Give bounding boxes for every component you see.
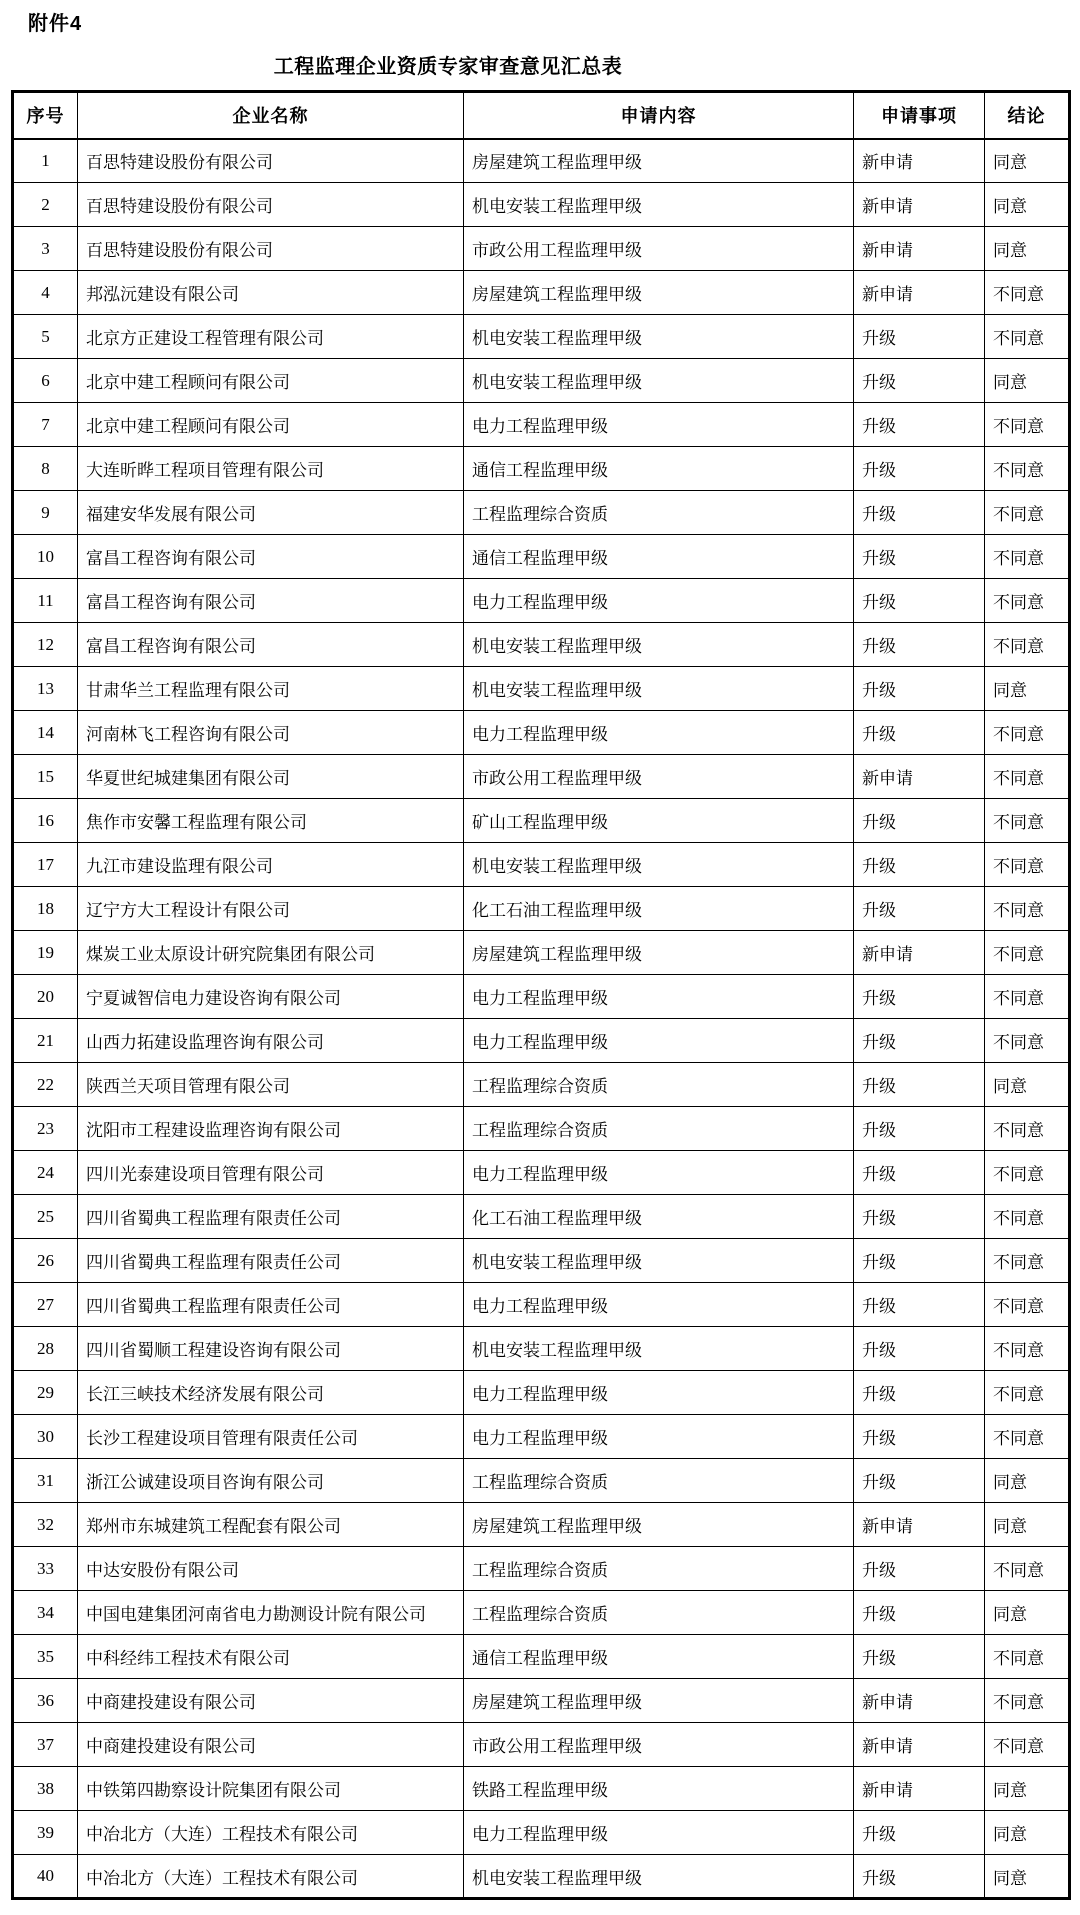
application-content-cell: 房屋建筑工程监理甲级 (464, 271, 854, 315)
application-content-cell: 化工石油工程监理甲级 (464, 1195, 854, 1239)
conclusion-cell: 不同意 (985, 1107, 1070, 1151)
table-row (13, 1503, 1070, 1547)
application-content-cell: 电力工程监理甲级 (464, 579, 854, 623)
serial-number-cell: 13 (13, 667, 78, 711)
serial-number-cell: 25 (13, 1195, 78, 1239)
company-name-cell: 福建安华发展有限公司 (78, 491, 464, 535)
serial-number-cell: 3 (13, 227, 78, 271)
company-name-cell: 河南林飞工程咨询有限公司 (78, 711, 464, 755)
application-matter-cell: 升级 (854, 1855, 985, 1899)
company-name-cell: 富昌工程咨询有限公司 (78, 535, 464, 579)
serial-number-cell: 21 (13, 1019, 78, 1063)
conclusion-cell: 不同意 (985, 1635, 1070, 1679)
conclusion-cell: 不同意 (985, 1019, 1070, 1063)
table-row (13, 315, 1070, 359)
application-content-cell: 机电安装工程监理甲级 (464, 183, 854, 227)
application-matter-cell: 新申请 (854, 227, 985, 271)
application-content-cell: 工程监理综合资质 (464, 1591, 854, 1635)
column-header-application-content: 申请内容 (464, 92, 854, 139)
conclusion-cell: 不同意 (985, 1283, 1070, 1327)
table-row (13, 1591, 1070, 1635)
company-name-cell: 北京中建工程顾问有限公司 (78, 403, 464, 447)
application-content-cell: 矿山工程监理甲级 (464, 799, 854, 843)
table-row (13, 1855, 1070, 1899)
conclusion-cell: 同意 (985, 1503, 1070, 1547)
application-matter-cell: 升级 (854, 359, 985, 403)
company-name-cell: 宁夏诚智信电力建设咨询有限公司 (78, 975, 464, 1019)
application-content-cell: 房屋建筑工程监理甲级 (464, 1503, 854, 1547)
table-row (13, 535, 1070, 579)
application-matter-cell: 新申请 (854, 931, 985, 975)
company-name-cell: 沈阳市工程建设监理咨询有限公司 (78, 1107, 464, 1151)
serial-number-cell: 35 (13, 1635, 78, 1679)
serial-number-cell: 5 (13, 315, 78, 359)
review-summary-table (11, 90, 1071, 1900)
conclusion-cell: 不同意 (985, 491, 1070, 535)
serial-number-cell: 12 (13, 623, 78, 667)
conclusion-cell: 不同意 (985, 799, 1070, 843)
company-name-cell: 百思特建设股份有限公司 (78, 183, 464, 227)
application-content-cell: 工程监理综合资质 (464, 1459, 854, 1503)
application-content-cell: 化工石油工程监理甲级 (464, 887, 854, 931)
table-row (13, 1415, 1070, 1459)
table-row (13, 755, 1070, 799)
serial-number-cell: 6 (13, 359, 78, 403)
application-matter-cell: 升级 (854, 403, 985, 447)
conclusion-cell: 不同意 (985, 1327, 1070, 1371)
serial-number-cell: 18 (13, 887, 78, 931)
serial-number-cell: 34 (13, 1591, 78, 1635)
company-name-cell: 中铁第四勘察设计院集团有限公司 (78, 1767, 464, 1811)
company-name-cell: 陕西兰天项目管理有限公司 (78, 1063, 464, 1107)
company-name-cell: 北京中建工程顾问有限公司 (78, 359, 464, 403)
conclusion-cell: 不同意 (985, 1151, 1070, 1195)
application-matter-cell: 升级 (854, 1063, 985, 1107)
company-name-cell: 中达安股份有限公司 (78, 1547, 464, 1591)
application-content-cell: 机电安装工程监理甲级 (464, 1239, 854, 1283)
application-matter-cell: 升级 (854, 1459, 985, 1503)
application-matter-cell: 升级 (854, 843, 985, 887)
company-name-cell: 四川省蜀典工程监理有限责任公司 (78, 1195, 464, 1239)
company-name-cell: 富昌工程咨询有限公司 (78, 623, 464, 667)
serial-number-cell: 1 (13, 139, 78, 183)
application-matter-cell: 升级 (854, 535, 985, 579)
application-content-cell: 机电安装工程监理甲级 (464, 623, 854, 667)
application-content-cell: 电力工程监理甲级 (464, 975, 854, 1019)
conclusion-cell: 不同意 (985, 931, 1070, 975)
table-row (13, 1327, 1070, 1371)
company-name-cell: 煤炭工业太原设计研究院集团有限公司 (78, 931, 464, 975)
application-content-cell: 市政公用工程监理甲级 (464, 1723, 854, 1767)
serial-number-cell: 37 (13, 1723, 78, 1767)
application-matter-cell: 升级 (854, 1107, 985, 1151)
application-matter-cell: 升级 (854, 799, 985, 843)
company-name-cell: 四川省蜀顺工程建设咨询有限公司 (78, 1327, 464, 1371)
table-row (13, 623, 1070, 667)
application-content-cell: 房屋建筑工程监理甲级 (464, 1679, 854, 1723)
application-content-cell: 市政公用工程监理甲级 (464, 755, 854, 799)
application-matter-cell: 新申请 (854, 1503, 985, 1547)
conclusion-cell: 同意 (985, 1855, 1070, 1899)
table-row (13, 183, 1070, 227)
application-content-cell: 铁路工程监理甲级 (464, 1767, 854, 1811)
conclusion-cell: 同意 (985, 227, 1070, 271)
serial-number-cell: 11 (13, 579, 78, 623)
company-name-cell: 北京方正建设工程管理有限公司 (78, 315, 464, 359)
application-content-cell: 机电安装工程监理甲级 (464, 315, 854, 359)
serial-number-cell: 19 (13, 931, 78, 975)
table-row (13, 799, 1070, 843)
table-row (13, 447, 1070, 491)
application-matter-cell: 升级 (854, 1415, 985, 1459)
serial-number-cell: 4 (13, 271, 78, 315)
company-name-cell: 焦作市安馨工程监理有限公司 (78, 799, 464, 843)
serial-number-cell: 16 (13, 799, 78, 843)
conclusion-cell: 同意 (985, 1767, 1070, 1811)
conclusion-cell: 同意 (985, 1063, 1070, 1107)
serial-number-cell: 9 (13, 491, 78, 535)
company-name-cell: 百思特建设股份有限公司 (78, 139, 464, 183)
application-matter-cell: 新申请 (854, 1723, 985, 1767)
application-content-cell: 机电安装工程监理甲级 (464, 1855, 854, 1899)
company-name-cell: 长江三峡技术经济发展有限公司 (78, 1371, 464, 1415)
company-name-cell: 邦泓沅建设有限公司 (78, 271, 464, 315)
serial-number-cell: 17 (13, 843, 78, 887)
serial-number-cell: 22 (13, 1063, 78, 1107)
serial-number-cell: 7 (13, 403, 78, 447)
application-content-cell: 通信工程监理甲级 (464, 1635, 854, 1679)
application-matter-cell: 升级 (854, 1635, 985, 1679)
table-row (13, 1107, 1070, 1151)
serial-number-cell: 2 (13, 183, 78, 227)
application-matter-cell: 升级 (854, 579, 985, 623)
application-matter-cell: 新申请 (854, 755, 985, 799)
conclusion-cell: 不同意 (985, 1547, 1070, 1591)
company-name-cell: 中商建投建设有限公司 (78, 1679, 464, 1723)
table-row (13, 1635, 1070, 1679)
serial-number-cell: 30 (13, 1415, 78, 1459)
table-row (13, 1547, 1070, 1591)
company-name-cell: 百思特建设股份有限公司 (78, 227, 464, 271)
company-name-cell: 中科经纬工程技术有限公司 (78, 1635, 464, 1679)
application-content-cell: 房屋建筑工程监理甲级 (464, 139, 854, 183)
conclusion-cell: 不同意 (985, 975, 1070, 1019)
conclusion-cell: 同意 (985, 1459, 1070, 1503)
table-row (13, 359, 1070, 403)
conclusion-cell: 不同意 (985, 755, 1070, 799)
column-header-serial-number: 序号 (13, 92, 78, 139)
company-name-cell: 甘肃华兰工程监理有限公司 (78, 667, 464, 711)
application-content-cell: 电力工程监理甲级 (464, 1283, 854, 1327)
application-matter-cell: 升级 (854, 1151, 985, 1195)
company-name-cell: 长沙工程建设项目管理有限责任公司 (78, 1415, 464, 1459)
table-row (13, 1019, 1070, 1063)
conclusion-cell: 同意 (985, 183, 1070, 227)
application-content-cell: 电力工程监理甲级 (464, 403, 854, 447)
application-matter-cell: 升级 (854, 447, 985, 491)
table-row (13, 139, 1070, 183)
company-name-cell: 四川光泰建设项目管理有限公司 (78, 1151, 464, 1195)
conclusion-cell: 不同意 (985, 315, 1070, 359)
serial-number-cell: 31 (13, 1459, 78, 1503)
conclusion-cell: 同意 (985, 359, 1070, 403)
application-matter-cell: 升级 (854, 1811, 985, 1855)
table-row (13, 1679, 1070, 1723)
page-title: 工程监理企业资质专家审查意见汇总表 (273, 56, 623, 78)
serial-number-cell: 15 (13, 755, 78, 799)
serial-number-cell: 26 (13, 1239, 78, 1283)
application-content-cell: 机电安装工程监理甲级 (464, 843, 854, 887)
conclusion-cell: 不同意 (985, 623, 1070, 667)
application-content-cell: 市政公用工程监理甲级 (464, 227, 854, 271)
table-row (13, 931, 1070, 975)
table-row (13, 1767, 1070, 1811)
serial-number-cell: 33 (13, 1547, 78, 1591)
conclusion-cell: 不同意 (985, 843, 1070, 887)
application-matter-cell: 升级 (854, 1195, 985, 1239)
conclusion-cell: 不同意 (985, 1195, 1070, 1239)
conclusion-cell: 不同意 (985, 1371, 1070, 1415)
application-matter-cell: 升级 (854, 1591, 985, 1635)
serial-number-cell: 8 (13, 447, 78, 491)
application-matter-cell: 新申请 (854, 271, 985, 315)
conclusion-cell: 不同意 (985, 1415, 1070, 1459)
application-content-cell: 通信工程监理甲级 (464, 535, 854, 579)
application-matter-cell: 新申请 (854, 183, 985, 227)
company-name-cell: 浙江公诚建设项目咨询有限公司 (78, 1459, 464, 1503)
company-name-cell: 郑州市东城建筑工程配套有限公司 (78, 1503, 464, 1547)
company-name-cell: 中冶北方（大连）工程技术有限公司 (78, 1855, 464, 1899)
conclusion-cell: 不同意 (985, 1679, 1070, 1723)
application-content-cell: 房屋建筑工程监理甲级 (464, 931, 854, 975)
company-name-cell: 中冶北方（大连）工程技术有限公司 (78, 1811, 464, 1855)
table-row (13, 1811, 1070, 1855)
application-matter-cell: 升级 (854, 667, 985, 711)
conclusion-cell: 不同意 (985, 887, 1070, 931)
serial-number-cell: 10 (13, 535, 78, 579)
column-header-conclusion: 结论 (985, 92, 1070, 139)
table-row (13, 975, 1070, 1019)
application-matter-cell: 升级 (854, 1371, 985, 1415)
application-content-cell: 电力工程监理甲级 (464, 1811, 854, 1855)
application-content-cell: 电力工程监理甲级 (464, 1151, 854, 1195)
conclusion-cell: 不同意 (985, 403, 1070, 447)
application-matter-cell: 升级 (854, 887, 985, 931)
company-name-cell: 山西力拓建设监理咨询有限公司 (78, 1019, 464, 1063)
column-header-application-matter: 申请事项 (854, 92, 985, 139)
table-row (13, 711, 1070, 755)
company-name-cell: 中商建投建设有限公司 (78, 1723, 464, 1767)
table-row (13, 1459, 1070, 1503)
application-matter-cell: 升级 (854, 315, 985, 359)
application-matter-cell: 升级 (854, 711, 985, 755)
company-name-cell: 四川省蜀典工程监理有限责任公司 (78, 1283, 464, 1327)
application-content-cell: 电力工程监理甲级 (464, 1415, 854, 1459)
application-content-cell: 电力工程监理甲级 (464, 1019, 854, 1063)
company-name-cell: 中国电建集团河南省电力勘测设计院有限公司 (78, 1591, 464, 1635)
application-content-cell: 工程监理综合资质 (464, 1547, 854, 1591)
serial-number-cell: 14 (13, 711, 78, 755)
table-row (13, 843, 1070, 887)
conclusion-cell: 不同意 (985, 447, 1070, 491)
application-matter-cell: 升级 (854, 1239, 985, 1283)
conclusion-cell: 不同意 (985, 1723, 1070, 1767)
review-table-body (13, 139, 1070, 1899)
table-row (13, 1151, 1070, 1195)
table-row (13, 1283, 1070, 1327)
company-name-cell: 大连昕晔工程项目管理有限公司 (78, 447, 464, 491)
conclusion-cell: 同意 (985, 1811, 1070, 1855)
application-content-cell: 机电安装工程监理甲级 (464, 1327, 854, 1371)
serial-number-cell: 29 (13, 1371, 78, 1415)
conclusion-cell: 同意 (985, 667, 1070, 711)
application-content-cell: 工程监理综合资质 (464, 1107, 854, 1151)
table-row (13, 227, 1070, 271)
application-content-cell: 机电安装工程监理甲级 (464, 667, 854, 711)
company-name-cell: 辽宁方大工程设计有限公司 (78, 887, 464, 931)
application-content-cell: 电力工程监理甲级 (464, 711, 854, 755)
table-row (13, 887, 1070, 931)
serial-number-cell: 27 (13, 1283, 78, 1327)
application-content-cell: 通信工程监理甲级 (464, 447, 854, 491)
company-name-cell: 富昌工程咨询有限公司 (78, 579, 464, 623)
table-row (13, 1239, 1070, 1283)
serial-number-cell: 38 (13, 1767, 78, 1811)
application-matter-cell: 升级 (854, 1327, 985, 1371)
application-content-cell: 工程监理综合资质 (464, 1063, 854, 1107)
table-header-row (13, 92, 1070, 139)
serial-number-cell: 39 (13, 1811, 78, 1855)
table-row (13, 667, 1070, 711)
application-content-cell: 工程监理综合资质 (464, 491, 854, 535)
application-matter-cell: 升级 (854, 1019, 985, 1063)
application-matter-cell: 升级 (854, 491, 985, 535)
column-header-company-name: 企业名称 (78, 92, 464, 139)
conclusion-cell: 不同意 (985, 535, 1070, 579)
application-matter-cell: 新申请 (854, 1767, 985, 1811)
table-row (13, 1723, 1070, 1767)
application-matter-cell: 新申请 (854, 139, 985, 183)
application-content-cell: 机电安装工程监理甲级 (464, 359, 854, 403)
table-row (13, 1195, 1070, 1239)
application-matter-cell: 升级 (854, 1283, 985, 1327)
serial-number-cell: 32 (13, 1503, 78, 1547)
company-name-cell: 华夏世纪城建集团有限公司 (78, 755, 464, 799)
table-row (13, 491, 1070, 535)
table-row (13, 1371, 1070, 1415)
serial-number-cell: 28 (13, 1327, 78, 1371)
application-matter-cell: 升级 (854, 975, 985, 1019)
serial-number-cell: 23 (13, 1107, 78, 1151)
conclusion-cell: 不同意 (985, 711, 1070, 755)
table-row (13, 579, 1070, 623)
application-content-cell: 电力工程监理甲级 (464, 1371, 854, 1415)
application-matter-cell: 升级 (854, 1547, 985, 1591)
table-row (13, 271, 1070, 315)
conclusion-cell: 同意 (985, 139, 1070, 183)
serial-number-cell: 24 (13, 1151, 78, 1195)
company-name-cell: 九江市建设监理有限公司 (78, 843, 464, 887)
serial-number-cell: 20 (13, 975, 78, 1019)
serial-number-cell: 40 (13, 1855, 78, 1899)
table-row (13, 1063, 1070, 1107)
conclusion-cell: 不同意 (985, 271, 1070, 315)
conclusion-cell: 不同意 (985, 579, 1070, 623)
application-matter-cell: 升级 (854, 623, 985, 667)
application-matter-cell: 新申请 (854, 1679, 985, 1723)
attachment-label: 附件4 (28, 13, 83, 35)
serial-number-cell: 36 (13, 1679, 78, 1723)
company-name-cell: 四川省蜀典工程监理有限责任公司 (78, 1239, 464, 1283)
conclusion-cell: 同意 (985, 1591, 1070, 1635)
table-row (13, 403, 1070, 447)
conclusion-cell: 不同意 (985, 1239, 1070, 1283)
